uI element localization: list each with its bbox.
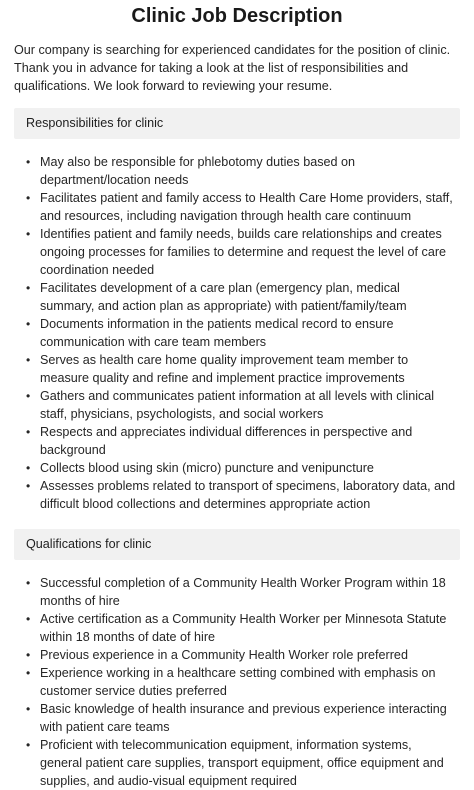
list-item [26,351,460,387]
page-title: Clinic Job Description [131,5,343,27]
list-item-text: Facilitates development of a care plan (emergency plan, medical summary, and action plan as appropriate) with patient/family/team [40,281,407,313]
bullet-icon: • [26,353,31,367]
list-item-text: Facilitates patient and family access to Health Care Home providers, staff, and resources, including navigation through health care continuum [40,191,453,223]
list-item-text: Proficient with telecommunication equipment, information systems, general patient care supplies, transport equipment, office equipment and supplies, and audio-visual equipment required [40,738,444,788]
responsibilities-list [14,153,460,513]
bullet-icon: • [26,389,31,403]
list-item-text: Serves as health care home quality improvement team member to measure quality and refine and implement practice improvements [40,353,409,385]
list-item [26,664,460,700]
bullet-icon: • [26,612,31,626]
list-item-text: Respects and appreciates individual differences in perspective and background [40,425,413,457]
list-item [26,646,460,664]
list-item [26,700,460,736]
list-item [26,423,460,459]
list-item [26,459,460,477]
bullet-icon: • [26,666,31,680]
list-item [26,189,460,225]
list-item-text: Experience working in a healthcare setting combined with emphasis on customer service duties preferred [40,666,436,698]
list-item [26,574,460,610]
list-item-text: Documents information in the patients medical record to ensure communication with care team members [40,317,394,349]
list-item [26,315,460,351]
list-item [26,610,460,646]
bullet-icon: • [26,425,31,439]
bullet-icon: • [26,576,31,590]
list-item-text: Identifies patient and family needs, builds care relationships and creates ongoing processes for families to determine and request the level of care coordination needed [40,227,447,277]
list-item-text: Gathers and communicates patient information at all levels with clinical staff, physicians, psychologists, and social workers [40,389,435,421]
list-item-text: Basic knowledge of health insurance and previous experience interacting with patient care teams [40,702,447,734]
responsibilities-heading: Responsibilities for clinic [14,108,460,139]
list-item [26,279,460,315]
bullet-icon: • [26,227,31,241]
list-item [26,477,460,513]
list-item [26,225,460,279]
bullet-icon: • [26,738,31,752]
bullet-icon: • [26,461,31,475]
bullet-icon: • [26,702,31,716]
qualifications-heading: Qualifications for clinic [14,529,460,560]
bullet-icon: • [26,281,31,295]
qualifications-list [14,574,460,790]
list-item-text: Successful completion of a Community Health Worker Program within 18 months of hire [40,576,446,608]
bullet-icon: • [26,317,31,331]
intro-paragraph: Our company is searching for experienced candidates for the position of clinic. Thank you in advance for taking a look at the list of responsibilities and qualifications. We look forward to reviewing your resume. [14,43,451,93]
list-item-text: Previous experience in a Community Health Worker role preferred [40,648,408,662]
list-item-text: May also be responsible for phlebotomy duties based on department/location needs [40,155,356,187]
bullet-icon: • [26,648,31,662]
bullet-icon: • [26,191,31,205]
list-item [26,736,460,790]
list-item-text: Collects blood using skin (micro) puncture and venipuncture [40,461,374,475]
bullet-icon: • [26,479,31,493]
list-item-text: Assesses problems related to transport of specimens, laboratory data, and difficult blood collections and determines appropriate action [40,479,456,511]
list-item [26,387,460,423]
list-item-text: Active certification as a Community Health Worker per Minnesota Statute within 18 months of date of hire [40,612,447,644]
list-item [26,153,460,189]
bullet-icon: • [26,155,31,169]
